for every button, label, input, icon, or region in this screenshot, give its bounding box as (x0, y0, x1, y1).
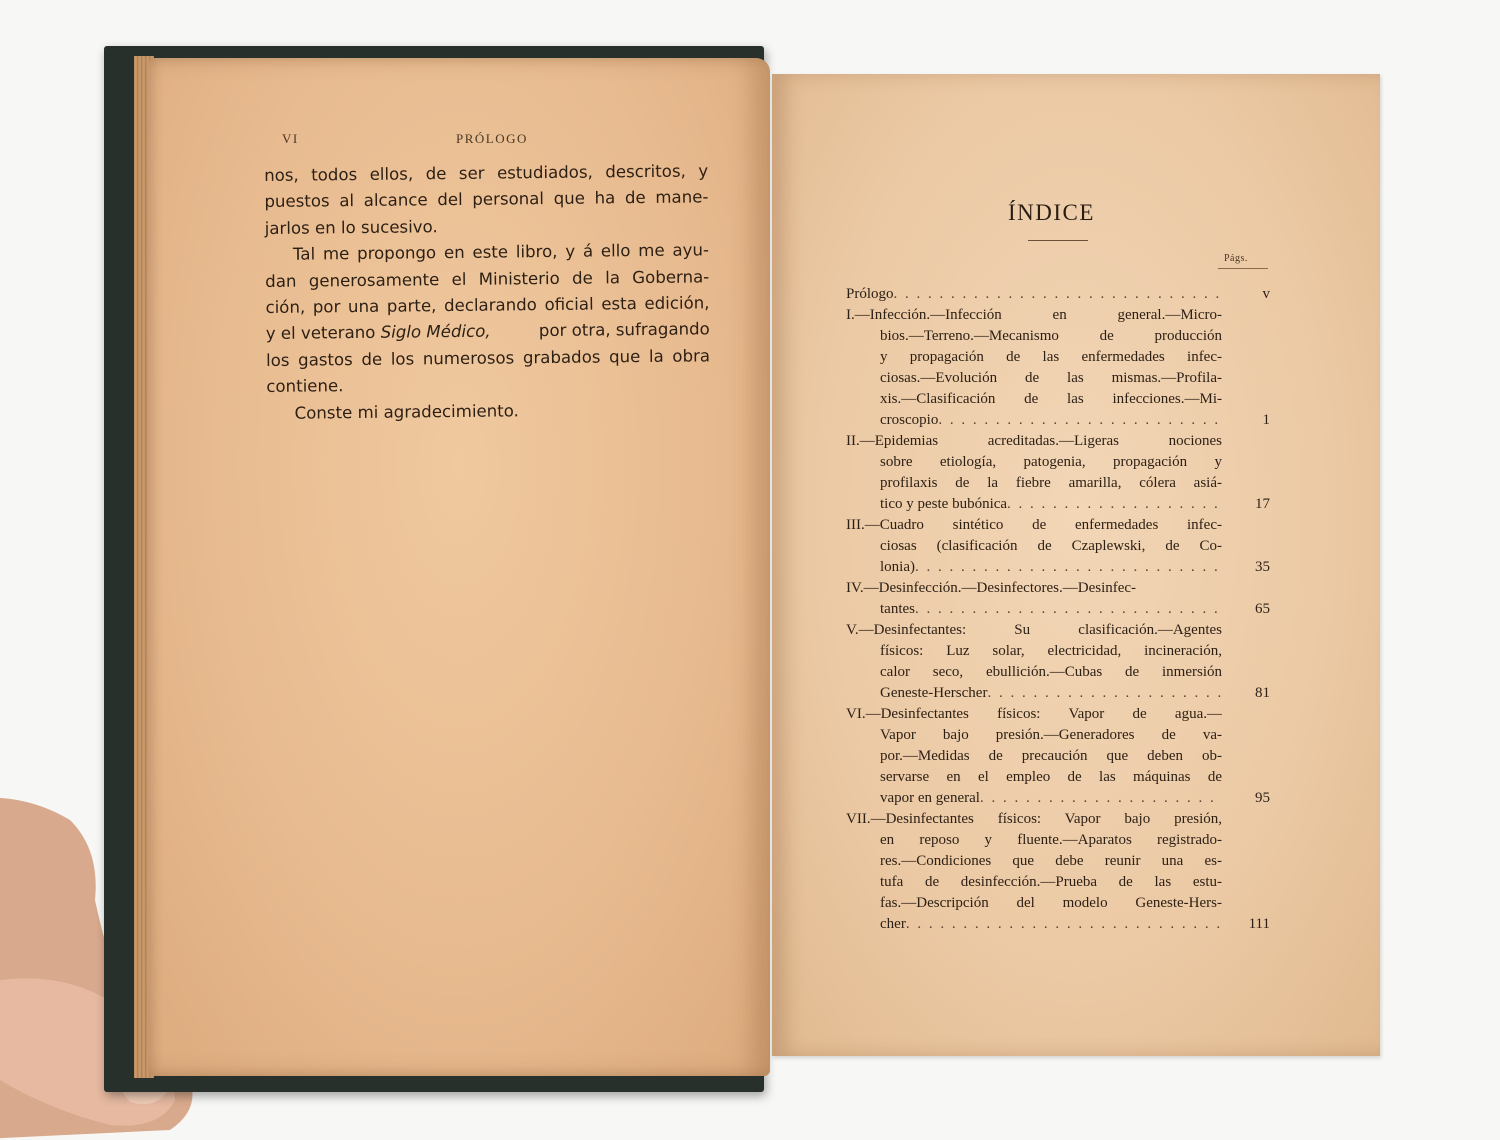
text-line: Tal me propongo en este libro, y á ello me ayu- (292, 240, 710, 264)
toc-line: bios.—Terreno.—Mecanismo de producción (880, 328, 1222, 344)
toc-line: V.—Desinfectantes: Su clasificación.—Agentes (846, 622, 1222, 638)
text-line: dan generosamente el Ministerio de la Goberna- (265, 266, 710, 291)
dot-leader (1007, 494, 1222, 515)
text-line: contiene. (266, 376, 344, 397)
running-head: PRÓLOGO (456, 131, 528, 146)
toc-entry-text (846, 284, 1222, 305)
page-ref-spacer (1222, 767, 1270, 788)
page-ref-spacer (1222, 368, 1270, 389)
page-ref-spacer (1222, 515, 1270, 536)
toc-page-number (1222, 431, 1270, 515)
toc-entry-text (846, 704, 1222, 809)
toc-line (846, 557, 1222, 578)
dot-leader (894, 284, 1222, 305)
toc-entry (846, 431, 1270, 515)
text-line: puestos al alcance del personal que ha de mane- (264, 187, 709, 212)
toc-line: profilaxis de la fiebre amarilla, cólera asiá- (880, 475, 1222, 491)
title-rule (1028, 240, 1088, 241)
page-ref-spacer (1222, 830, 1270, 851)
toc-line: tufa de desinfección.—Prueba de las estu- (880, 874, 1222, 890)
toc-line (846, 788, 1222, 809)
dot-leader (987, 683, 1222, 704)
toc-line (846, 683, 1222, 704)
page-ref-spacer (1222, 725, 1270, 746)
toc-entry-text (846, 515, 1222, 578)
page-ref-spacer (1222, 851, 1270, 872)
toc-line (846, 599, 1222, 620)
page-ref: 81 (1255, 685, 1270, 701)
text-line: jarlos en lo sucesivo. (264, 216, 438, 238)
page-ref-spacer (1222, 431, 1270, 452)
toc-page-number (1222, 305, 1270, 431)
page-ref: 35 (1255, 559, 1270, 575)
text-line: nos, todos ellos, de ser estudiados, descritos, y (264, 161, 709, 185)
toc-line: IV.—Desinfección.—Desinfectores.—Desinfec- (846, 580, 1137, 596)
toc-line: Vapor bajo presión.—Generadores de va- (880, 727, 1222, 743)
dot-leader (980, 788, 1222, 809)
dot-leader (906, 914, 1222, 935)
toc-page-number (1222, 284, 1270, 305)
page-ref-spacer (1222, 809, 1270, 830)
toc-page-number (1222, 704, 1270, 809)
toc-line (846, 914, 1222, 935)
page-ref-spacer (1222, 305, 1270, 326)
dot-leader (915, 599, 1222, 620)
page-ref-spacer (1222, 746, 1270, 767)
toc-entry (846, 284, 1270, 305)
text-line: los gastos de los numerosos grabados que la obra (265, 346, 711, 370)
toc-entry-text (846, 620, 1222, 704)
toc-line: ciosas.—Evolución de las mismas.—Profila- (880, 370, 1222, 386)
toc-line-text: tantes (880, 601, 915, 617)
toc-line: sobre etiología, patogenia, propagación y (880, 454, 1222, 470)
toc-entry (846, 305, 1270, 431)
page-ref: 111 (1248, 916, 1270, 932)
toc-page-number (1222, 620, 1270, 704)
page-ref: 65 (1255, 601, 1270, 617)
toc-entry (846, 515, 1270, 578)
toc-line: res.—Condiciones que debe reunir una es- (880, 853, 1222, 869)
prologue-text (264, 158, 711, 427)
toc-line: xis.—Clasificación de las infecciones.—Mi- (880, 391, 1222, 407)
pages-header: Págs. (1224, 253, 1248, 264)
text-fragment: por otra, sufragando (538, 319, 710, 341)
page-ref-spacer (1222, 326, 1270, 347)
toc-page-number (1222, 578, 1270, 620)
toc-line-text: cher (880, 916, 906, 932)
page-ref-spacer (1222, 347, 1270, 368)
index-title: ÍNDICE (1008, 200, 1095, 225)
toc-entry (846, 809, 1270, 935)
toc-line: por.—Medidas de precaución que deben ob- (880, 748, 1222, 764)
toc-page-number (1222, 809, 1270, 935)
table-of-contents (846, 284, 1270, 935)
toc-line (846, 284, 1222, 305)
toc-line: VII.—Desinfectantes físicos: Vapor bajo presión, (846, 811, 1222, 827)
toc-line: en reposo y fluente.—Aparatos registrado- (880, 832, 1222, 848)
page-ref: v (1262, 286, 1270, 302)
page-ref-spacer (1222, 641, 1270, 662)
toc-entry-text (846, 431, 1222, 515)
page-ref-spacer (1222, 662, 1270, 683)
toc-line (846, 494, 1222, 515)
toc-entry-text (846, 305, 1222, 431)
toc-line-text: tico y peste bubónica (880, 496, 1008, 512)
page-ref-spacer (1222, 452, 1270, 473)
dot-leader (915, 557, 1222, 578)
toc-line-text: Geneste-Herscher (880, 685, 988, 701)
page-number: VI (282, 131, 299, 146)
dot-leader (938, 410, 1222, 431)
page-ref-spacer (1222, 872, 1270, 893)
toc-line: I.—Infección.—Infección en general.—Micro- (846, 307, 1222, 323)
page-ref-spacer (1222, 473, 1270, 494)
italic-title: Siglo Médico, (380, 322, 491, 343)
page-ref-spacer (1222, 620, 1270, 641)
page-ref: 1 (1262, 412, 1270, 428)
page-ref: 95 (1255, 790, 1270, 806)
toc-entry (846, 704, 1270, 809)
page-ref-spacer (1222, 389, 1270, 410)
pages-header-rule (1218, 268, 1268, 269)
toc-entry-text (846, 578, 1222, 620)
toc-line: II.—Epidemias acreditadas.—Ligeras nociones (846, 433, 1222, 449)
toc-line-text: vapor en general (880, 790, 980, 806)
page-ref-spacer (1222, 578, 1270, 599)
toc-entry (846, 578, 1270, 620)
toc-line-text: lonia) (880, 559, 915, 575)
toc-page-number (1222, 515, 1270, 578)
page-ref: 17 (1255, 496, 1270, 512)
toc-line: y propagación de las enfermedades infec- (880, 349, 1222, 365)
toc-line-text: croscopio (880, 412, 939, 428)
toc-line: III.—Cuadro sintético de enfermedades infec- (846, 517, 1222, 533)
text-fragment: y el veterano (265, 323, 376, 344)
page-ref-spacer (1222, 704, 1270, 725)
toc-line: fas.—Descripción del modelo Geneste-Hers- (880, 895, 1222, 911)
toc-entry (846, 620, 1270, 704)
toc-line-text: Prólogo (846, 286, 894, 302)
text-line: ción, por una parte, declarando oficial esta edición, (265, 293, 710, 318)
toc-line: calor seco, ebullición.—Cubas de inmersión (880, 664, 1222, 680)
toc-entry-text (846, 809, 1222, 935)
page-ref-spacer (1222, 893, 1270, 914)
text-line: Conste mi agradecimiento. (294, 401, 519, 423)
toc-line: VI.—Desinfectantes físicos: Vapor de agua.— (846, 706, 1222, 722)
toc-line: físicos: Luz solar, electricidad, incineración, (880, 643, 1222, 659)
toc-line (846, 410, 1222, 431)
toc-line: ciosas (clasificación de Czaplewski, de Co- (880, 538, 1222, 554)
page-ref-spacer (1222, 536, 1270, 557)
toc-line: servarse en el empleo de las máquinas de (880, 769, 1222, 785)
